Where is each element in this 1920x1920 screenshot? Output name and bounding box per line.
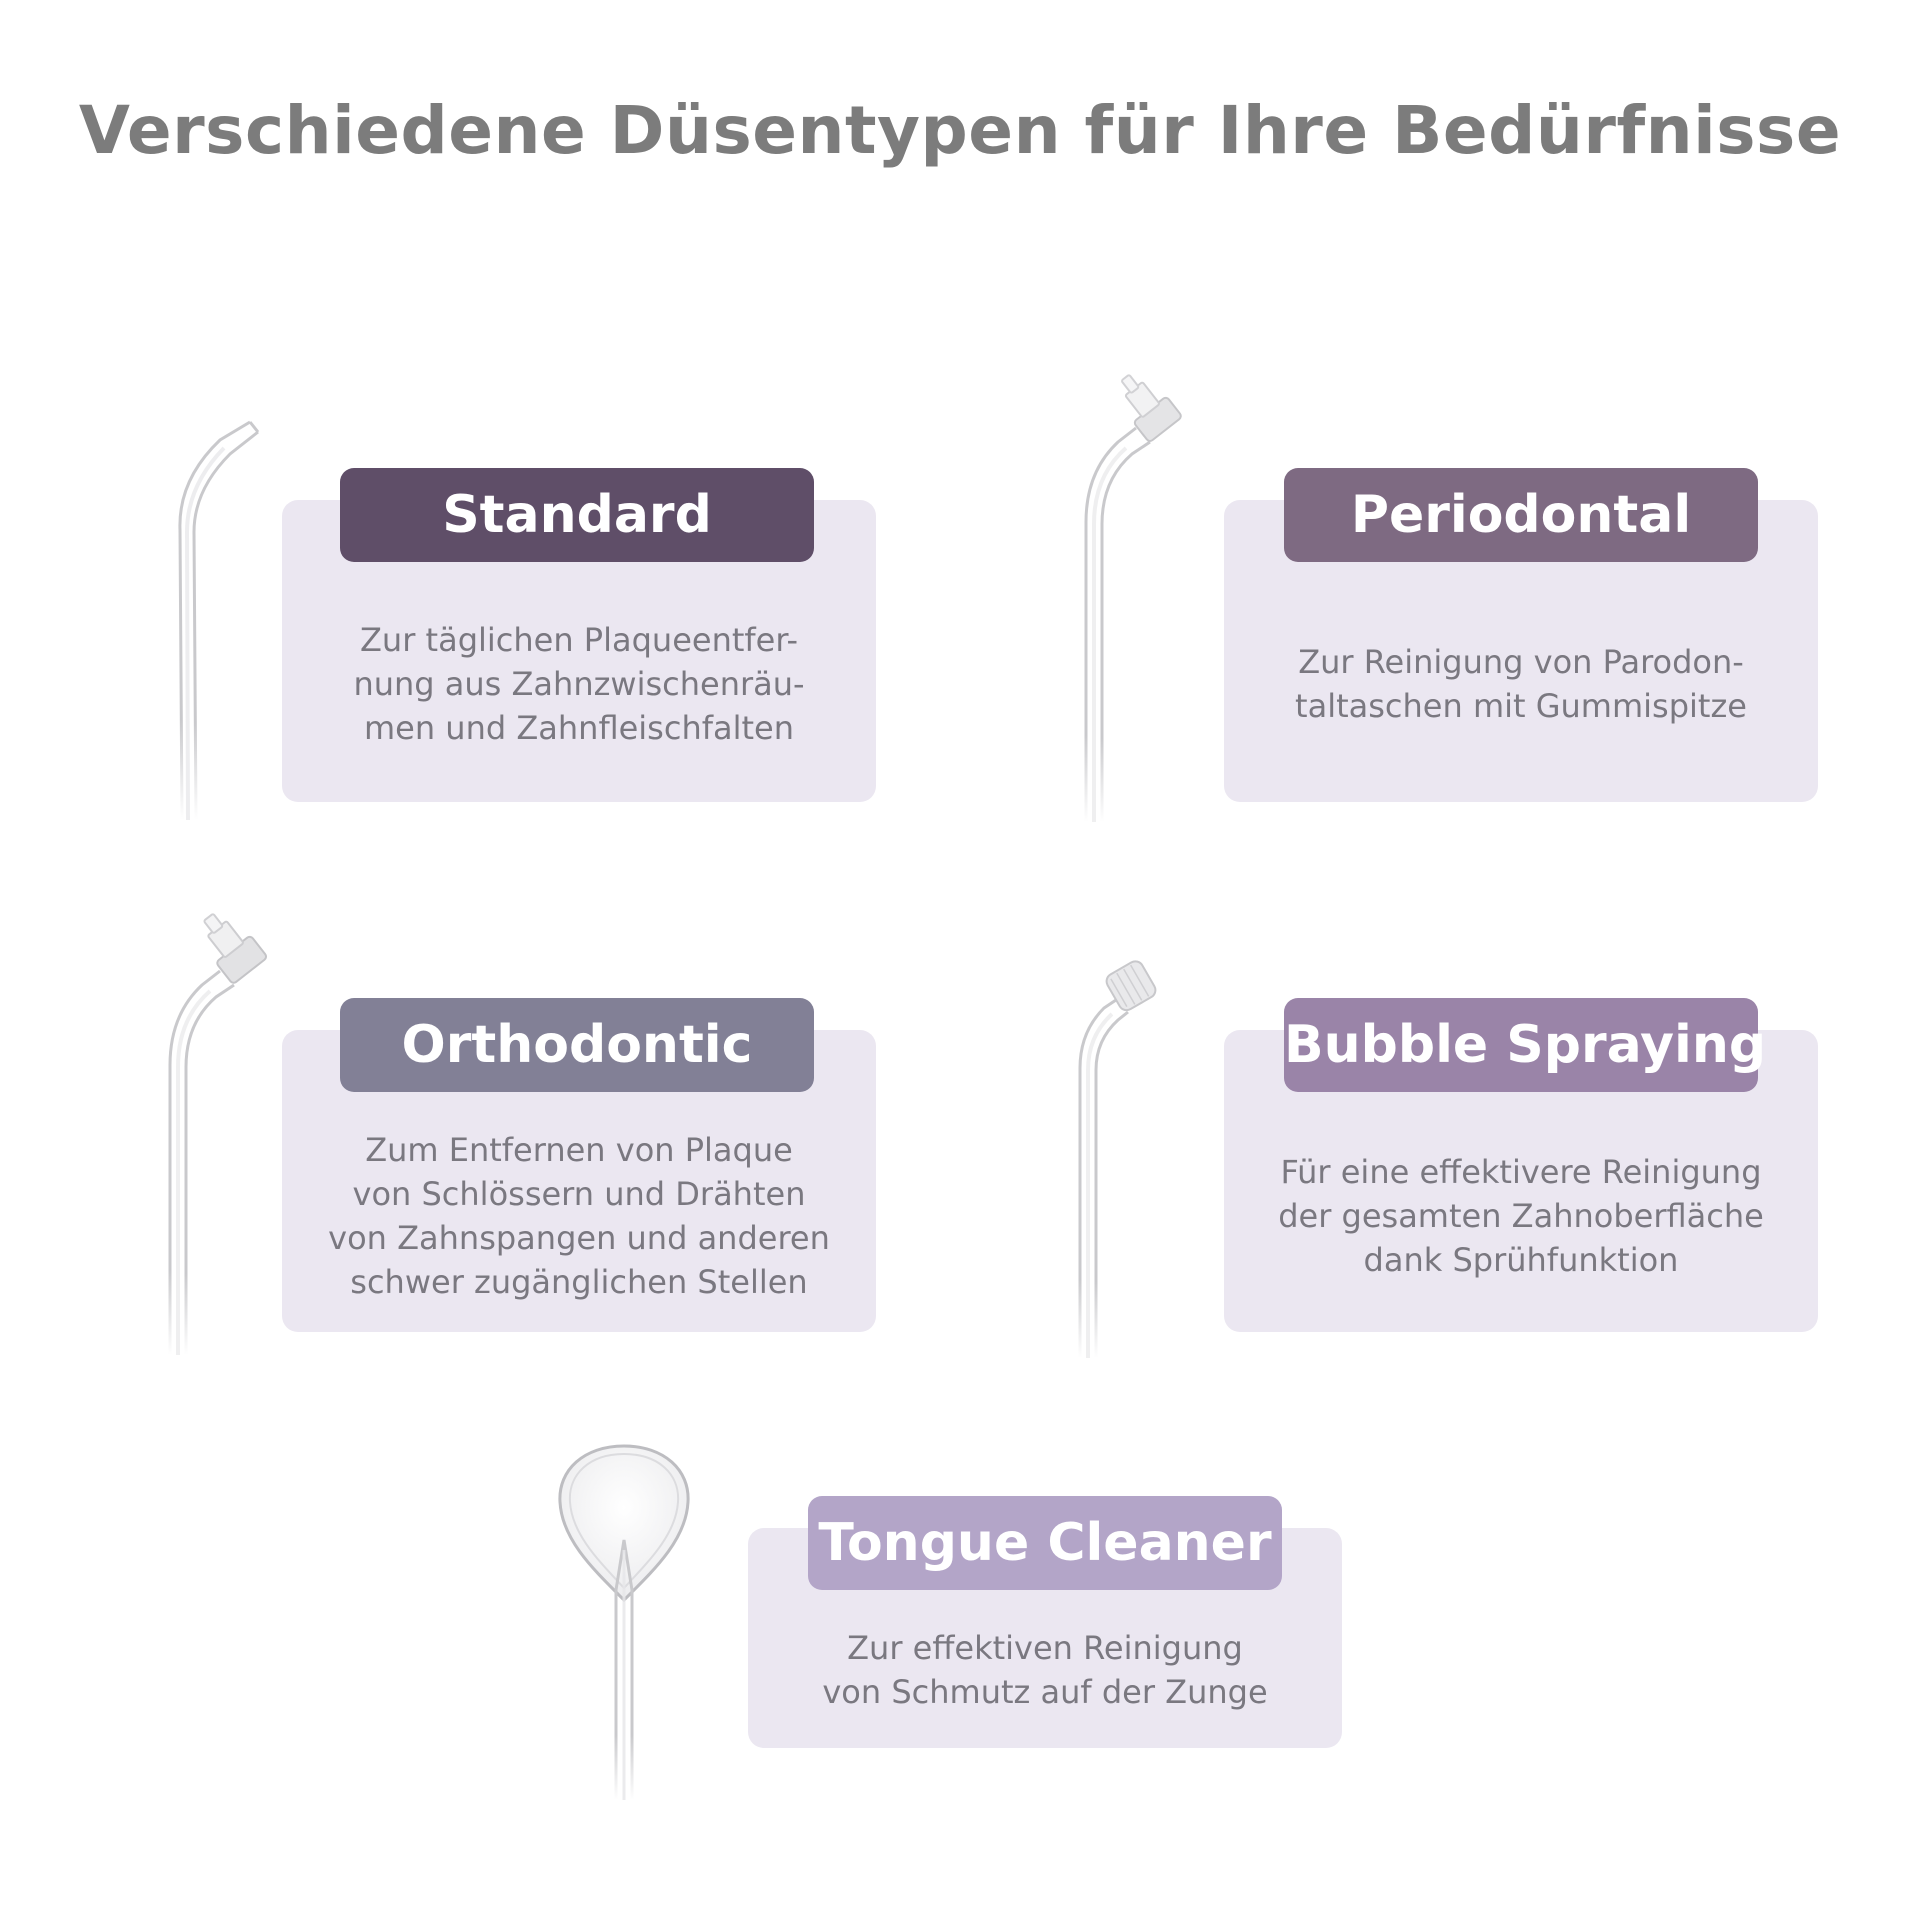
description-line: der gesamten Zahnoberfläche [1278, 1197, 1764, 1235]
nozzle-badge-bubble-spraying: Bubble Spraying [1284, 998, 1758, 1092]
standard-nozzle-icon [160, 420, 270, 830]
tongue-cleaner-nozzle-icon [554, 1440, 694, 1810]
description-line: Zur effektiven Reinigung [847, 1629, 1243, 1667]
description-line: schwer zugänglichen Stellen [350, 1263, 808, 1301]
nozzle-description [768, 1626, 1322, 1714]
description-line: von Schlössern und Drähten [352, 1175, 806, 1213]
description-line: von Zahnspangen und anderen [328, 1219, 830, 1257]
description-line: Zur täglichen Plaqueentfer- [360, 621, 798, 659]
description-line: von Schmutz auf der Zunge [822, 1673, 1268, 1711]
nozzle-description [1244, 640, 1798, 728]
nozzle-badge-tongue-cleaner: Tongue Cleaner [808, 1496, 1282, 1590]
nozzle-description [302, 618, 856, 750]
description-line: Zur Reinigung von Parodon- [1298, 643, 1744, 681]
nozzle-badge-standard: Standard [340, 468, 814, 562]
description-line: taltaschen mit Gummispitze [1295, 687, 1747, 725]
nozzle-badge-periodontal: Periodontal [1284, 468, 1758, 562]
description-line: Für eine effektivere Reinigung [1280, 1153, 1762, 1191]
nozzle-badge-orthodontic: Orthodontic [340, 998, 814, 1092]
periodontal-nozzle-icon [1070, 362, 1210, 832]
nozzle-description [1234, 1150, 1808, 1282]
description-line: dank Sprühfunktion [1363, 1241, 1679, 1279]
description-line: nung aus Zahnzwischenräu- [353, 665, 805, 703]
page-title: Verschiedene Düsentypen für Ihre Bedürfnisse [78, 92, 1842, 169]
orthodontic-nozzle-icon [150, 895, 290, 1365]
description-line: Zum Entfernen von Plaque [365, 1131, 793, 1169]
description-line: men und Zahnfleischfalten [363, 709, 794, 747]
nozzle-description [292, 1128, 866, 1304]
bubble-spraying-nozzle-icon [1064, 948, 1174, 1368]
